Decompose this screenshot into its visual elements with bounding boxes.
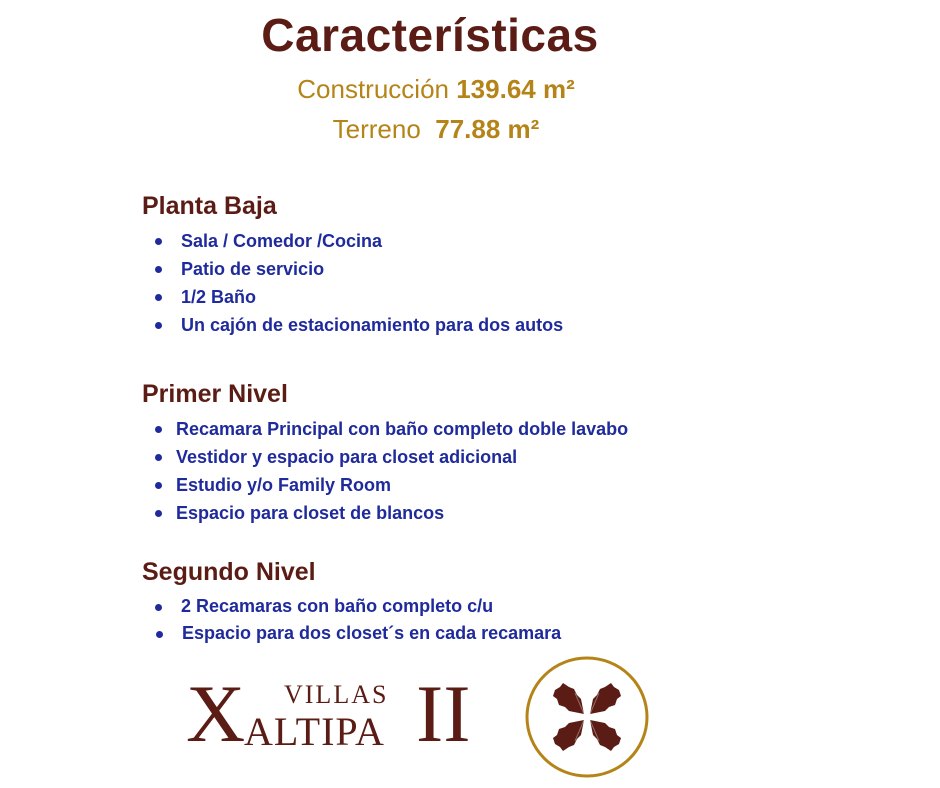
logo-letter-x: X — [186, 668, 246, 759]
logo-numeral: II — [416, 668, 471, 759]
logo-villas: VILLAS — [284, 680, 389, 709]
list-item: Un cajón de estacionamiento para dos autos — [155, 311, 563, 339]
section-title-segundo-nivel: Segundo Nivel — [142, 558, 316, 586]
list-planta-baja — [155, 227, 563, 339]
construction-label: Construcción — [297, 74, 449, 104]
list-item: 2 Recamaras con baño completo c/u — [155, 593, 561, 620]
logo-altipa: ALTIPA — [244, 709, 385, 754]
list-item: Espacio para closet de blancos — [155, 499, 628, 527]
list-primer-nivel — [155, 415, 628, 527]
list-item: Sala / Comedor /Cocina — [155, 227, 563, 255]
bullet-icon — [155, 322, 162, 329]
land-area — [0, 114, 872, 145]
bullet-icon — [155, 604, 162, 611]
bullet-icon — [155, 238, 162, 245]
list-segundo-nivel — [155, 593, 561, 647]
list-item: Estudio y/o Family Room — [155, 471, 628, 499]
section-title-planta-baja: Planta Baja — [142, 192, 277, 220]
bullet-icon — [156, 631, 163, 638]
list-item: Espacio para dos closet´s en cada recamara — [155, 620, 561, 647]
section-title-primer-nivel: Primer Nivel — [142, 380, 288, 408]
list-item: Vestidor y espacio para closet adicional — [155, 443, 628, 471]
land-label: Terreno — [332, 114, 421, 144]
construction-value: 139.64 m² — [456, 74, 575, 104]
page-title: Características — [261, 9, 599, 61]
land-value: 77.88 m² — [435, 114, 540, 144]
bullet-icon — [155, 482, 162, 489]
bullet-icon — [155, 266, 162, 273]
bullet-icon — [155, 454, 162, 461]
construction-area — [0, 74, 872, 105]
logo-wordmark — [186, 668, 486, 759]
list-item: 1/2 Baño — [155, 283, 563, 311]
bullet-icon — [155, 510, 162, 517]
four-leaf-emblem-icon — [524, 655, 650, 779]
bullet-icon — [155, 426, 162, 433]
list-item: Patio de servicio — [155, 255, 563, 283]
bullet-icon — [155, 294, 162, 301]
list-item: Recamara Principal con baño completo doble lavabo — [155, 415, 628, 443]
